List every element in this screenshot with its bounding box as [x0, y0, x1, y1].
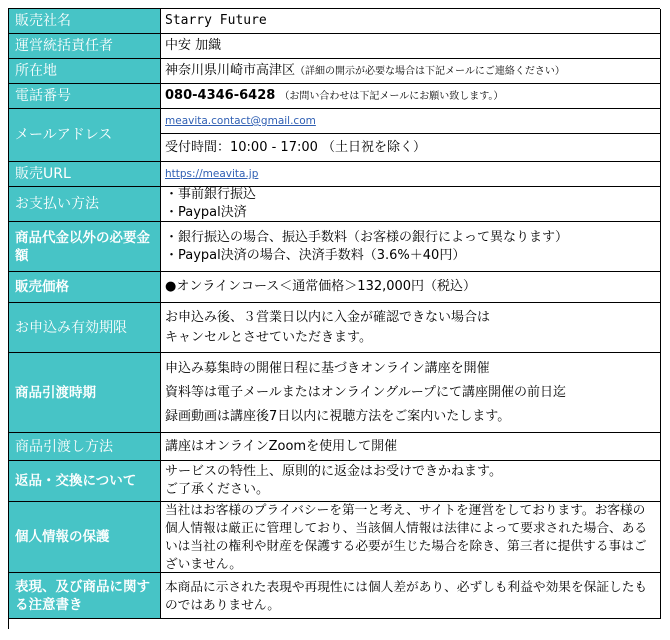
label-delivery-method: 商品引渡し方法 — [9, 433, 161, 461]
returns-line: サービスの特性上、原則的に返金はお受けできかねます。 — [165, 464, 502, 479]
label-disclaimer: 表現、及び商品に関する注意書き — [9, 573, 161, 619]
label-manager: 運営統括責任者 — [9, 34, 161, 59]
payment-item: ・事前銀行振込 — [165, 187, 257, 202]
value-delivery-time — [161, 353, 661, 433]
tokushoho-table — [8, 8, 660, 629]
value-privacy: 当社はお客様のプライバシーを第一と考え、サイトを運営をしております。お客様の個人情報は厳正に管理しており、当該個人情報は法律によって要求された場合、あるいは当社の権利や財産を保護する必要が生じた場合を除き、第三者に提供する事はございません。 — [161, 502, 661, 573]
label-returns: 返品・交換について — [9, 461, 161, 502]
fee-item: ・Paypal決済の場合、決済手数料（3.6%＋40円） — [165, 247, 466, 263]
label-validity: お申込み有効期限 — [9, 303, 161, 353]
validity-line: お申込み後、３営業日以内に入金が確認できない場合は — [165, 309, 491, 325]
delivery-line: 録画動画は講座後7日以内に視聴方法をご案内いたします。 — [165, 408, 511, 424]
value-email — [161, 109, 661, 134]
phone-note: （お問い合わせは下記メールにお願い致します。） — [279, 90, 504, 102]
label-seller: 販売社名 — [9, 9, 161, 34]
value-address — [161, 59, 661, 84]
label-price: 販売価格 — [9, 272, 161, 303]
payment-item: ・Paypal決済 — [165, 205, 247, 220]
label-phone: 電話番号 — [9, 84, 161, 109]
value-phone — [161, 84, 661, 109]
label-privacy: 個人情報の保護 — [9, 502, 161, 573]
address-note: （詳細の開示が必要な場合は下記メールにご連絡ください） — [295, 65, 565, 77]
label-address: 所在地 — [9, 59, 161, 84]
value-hours: 受付時間：10:00 - 17:00 （土日祝を除く） — [161, 134, 661, 162]
value-url — [161, 162, 661, 187]
label-delivery-time: 商品引渡時期 — [9, 353, 161, 433]
delivery-line: 資料等は電子メールまたはオンライングループにて講座開催の前日迄 — [165, 384, 567, 400]
value-payment — [161, 187, 661, 222]
value-manager: 中安 加織 — [161, 34, 661, 59]
address-text: 神奈川県川崎市高津区 — [165, 62, 296, 78]
label-fees: 商品代金以外の必要金額 — [9, 222, 161, 272]
value-validity — [161, 303, 661, 353]
email-link[interactable]: meavita.contact@gmail.com — [165, 115, 316, 127]
phone-number: 080-4346-6428 — [165, 87, 276, 103]
label-email: メールアドレス — [9, 109, 161, 162]
value-delivery-method: 講座はオンラインZoomを使用して開催 — [161, 433, 661, 461]
value-disclaimer: 本商品に示された表現や再現性には個人差があり、必ずしも利益や効果を保証したものではありません。 — [161, 573, 661, 619]
delivery-line: 申込み募集時の開催日程に基づきオンライン講座を開催 — [165, 360, 490, 376]
value-returns — [161, 461, 661, 502]
value-fees — [161, 222, 661, 272]
seller-name: Starry Future — [165, 13, 267, 28]
validity-line: キャンセルとさせていただきます。 — [165, 329, 372, 345]
value-seller — [161, 9, 661, 34]
label-url: 販売URL — [9, 162, 161, 187]
shop-url-link[interactable]: https://meavita.jp — [165, 168, 259, 180]
returns-line: ご了承ください。 — [165, 482, 270, 497]
label-payment: お支払い方法 — [9, 187, 161, 222]
value-price: ●オンラインコース＜通常価格＞132,000円（税込） — [161, 272, 661, 303]
fee-item: ・銀行振込の場合、振込手数料（お客様の銀行によって異なります） — [165, 229, 569, 245]
